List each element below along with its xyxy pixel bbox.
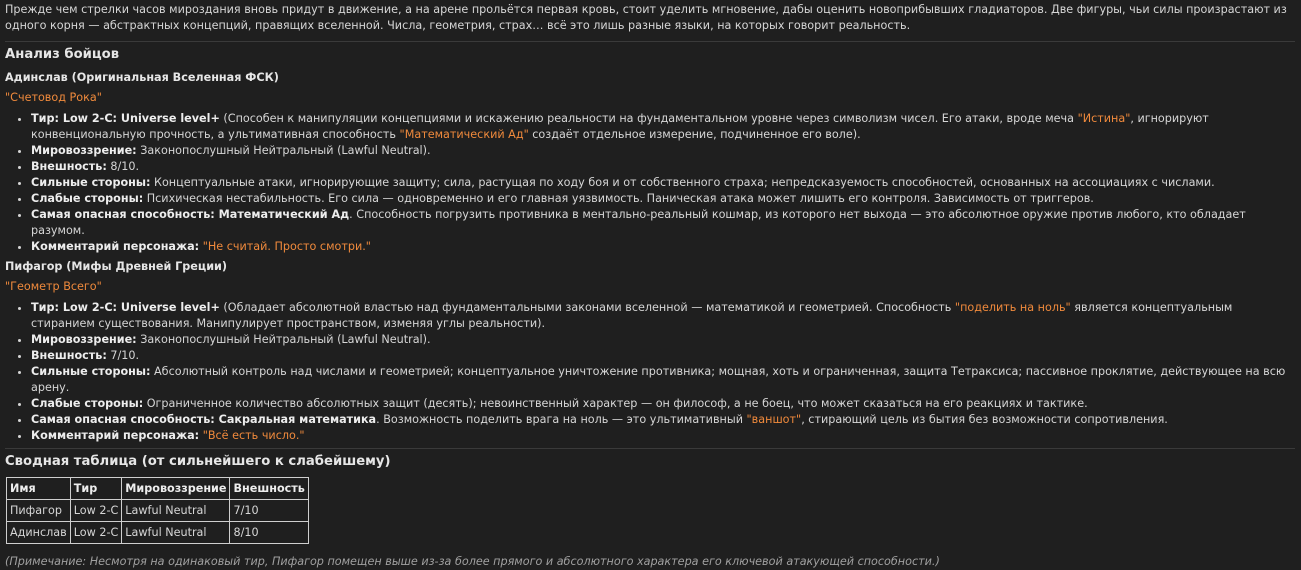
fighter2-alignment: • Мировоззрение: Законопослушный Нейтральный (Lawful Neutral). <box>31 332 1295 348</box>
fighter1-alignment: • Мировоззрение: Законопослушный Нейтральный (Lawful Neutral). <box>31 143 1295 159</box>
fighter1-stats <box>5 111 1295 255</box>
table-header-cell: Тир <box>70 478 122 500</box>
fighter2-danger: • Самая опасная способность: Сакральная математика. Возможность поделить врага на ноль — это ультимативный "ваншот", стирающий цель из бытия без возможности сопротивления. <box>31 412 1295 428</box>
fighter2-epithet: "Геометр Всего" <box>5 280 102 293</box>
table-cell: Low 2-C <box>70 522 122 544</box>
divider <box>5 448 1295 449</box>
fighter1-looks: • Внешность: 8/10. <box>31 159 1295 175</box>
divider <box>5 41 1295 42</box>
fighter2-strengths: • Сильные стороны: Абсолютный контроль над числами и геометрией; концептуальное уничтожение противника; мощная, хоть и ограниченная, защита Тетраксиса; пассивное проклятие, действующее на всю арену. <box>31 364 1295 396</box>
table-cell: Пифагор <box>7 500 71 522</box>
table-header-row <box>7 478 309 500</box>
table-header-cell: Мировоззрение <box>122 478 230 500</box>
table-row <box>7 500 309 522</box>
table-cell: Low 2-C <box>70 500 122 522</box>
fighter2-comment: • Комментарий персонажа: "Всё есть число." <box>31 428 1295 444</box>
fighter1-name: Адинслав (Оригинальная Вселенная ФСК) <box>5 71 279 84</box>
fighter2-name: Пифагор (Мифы Древней Греции) <box>5 260 227 273</box>
fighter1-tier: • Тир: Low 2-C: Universe level+ (Способен к манипуляции концепциями и искажению реальности на фундаментальном уровне через символизм чисел. Его атаки, вроде меча "Истина", игнорируют конвенциональную прочность, а ультимативная способность "Математический Ад" создаёт отдельное измерение, подчиненное его воле). <box>31 111 1295 143</box>
fighter2-stats <box>5 300 1295 444</box>
summary-table <box>6 477 309 544</box>
fighter1-strengths: • Сильные стороны: Концептуальные атаки, игнорирующие защиту; сила, растущая по ходу боя и от собственного страха; непредсказуемость способностей, основанных на ассоциациях с числами. <box>31 175 1295 191</box>
table-header-cell: Имя <box>7 478 71 500</box>
table-header-cell: Внешность <box>230 478 308 500</box>
intro-paragraph: Прежде чем стрелки часов мироздания вновь придут в движение, а на арене прольётся первая кровь, стоит уделить мгновение, дабы оценить новоприбывших гладиаторов. Две фигуры, чьи силы произрастают из одного корня — абстрактных концепций, правящих вселенной. Числа, геометрия, страх… всё это лишь разные языки, на которых говорит реальность. <box>5 3 1287 32</box>
footnote: (Примечание: Несмотря на одинаковый тир, Пифагор помещен выше из-за более прямого и абсолютного характера его ключевой атакующей способности.) <box>5 555 940 568</box>
summary-heading: Сводная таблица (от сильнейшего к слабейшему) <box>5 454 391 469</box>
table-cell: Lawful Neutral <box>122 500 230 522</box>
fighter1-epithet: "Счетовод Рока" <box>5 91 102 104</box>
table-cell: Lawful Neutral <box>122 522 230 544</box>
fighter2-looks: • Внешность: 7/10. <box>31 348 1295 364</box>
fighter2-tier: • Тир: Low 2-C: Universe level+ (Обладает абсолютной властью над фундаментальными законами вселенной — математикой и геометрией. Способность "поделить на ноль" является концептуальным стиранием существования. Манипулирует пространством, изменяя углы реальности). <box>31 300 1295 332</box>
message-body <box>5 2 1295 570</box>
table-cell: 7/10 <box>230 500 308 522</box>
fighter1-comment: • Комментарий персонажа: "Не считай. Просто смотри." <box>31 239 1295 255</box>
table-cell: 8/10 <box>230 522 308 544</box>
table-row <box>7 522 309 544</box>
fighter1-weaknesses: • Слабые стороны: Психическая нестабильность. Его сила — одновременно и его главная уязвимость. Паническая атака может лишить его контроля. Зависимость от триггеров. <box>31 191 1295 207</box>
fighter2-weaknesses: • Слабые стороны: Ограниченное количество абсолютных защит (десять); невоинственный характер — он философ, а не боец, что может сказаться на его реакциях и тактике. <box>31 396 1295 412</box>
table-cell: Адинслав <box>7 522 71 544</box>
fighter1-danger: • Самая опасная способность: Математический Ад. Способность погрузить противника в ментально-реальный кошмар, из которого нет выхода — это абсолютное оружие против любого, кто обладает разумом. <box>31 207 1295 239</box>
analysis-heading: Анализ бойцов <box>5 47 120 62</box>
